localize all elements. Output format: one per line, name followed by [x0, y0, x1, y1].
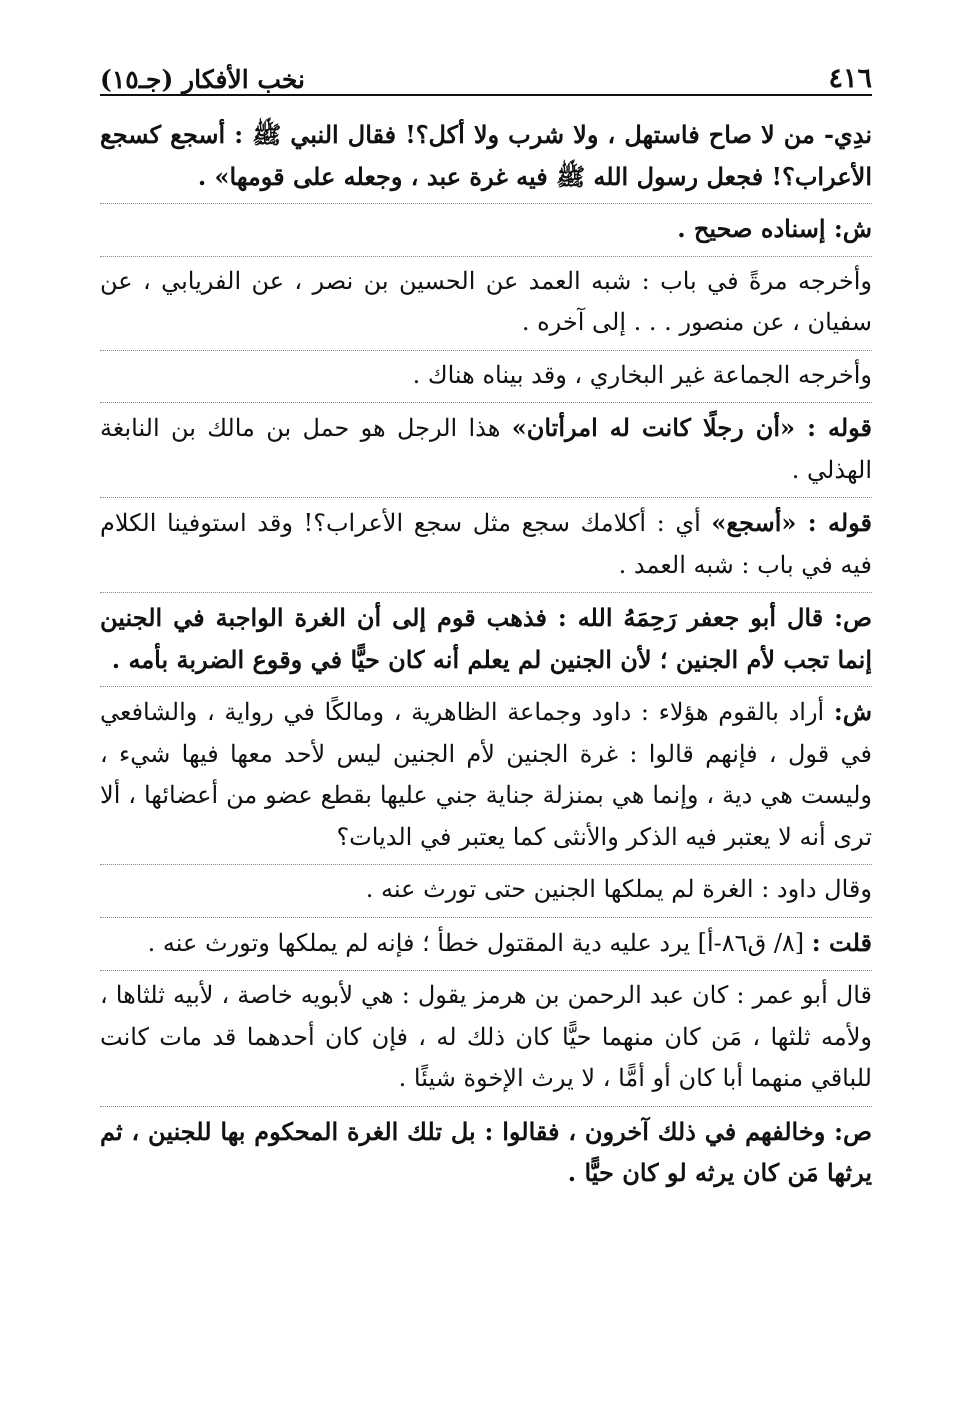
paragraph-label: ش: — [833, 697, 872, 726]
running-title: نخب الأفكار (جـ١٥) — [100, 65, 306, 94]
paragraph-text: ش: إسناده صحيح . — [677, 214, 872, 243]
paragraph-text: ص: قال أبو جعفر رَحِمَهُ الله : فذهب قوم إلى أن الغرة الواجبة في الجنين إنما تجب لأم الجنين ؛ لأن الجنين لم يعلم أنه كان حيًّا في وقوع الضربة بأمه . — [100, 603, 872, 674]
paragraph-sad-abu-jafar — [100, 593, 872, 687]
paragraph-label: قوله : «أسجع» — [711, 508, 872, 537]
paragraph-hadith-end — [100, 110, 872, 204]
paragraph-text: وأخرجه الجماعة غير البخاري ، وقد بيناه هناك . — [412, 360, 872, 389]
paragraph-text: هذا الرجل هو حمل بن مالك بن النابغة الهذلي . — [100, 414, 872, 484]
paragraph-text: وقال داود : الغرة لم يملكها الجنين حتى تورث عنه . — [365, 875, 872, 903]
page-body — [100, 110, 872, 1200]
paragraph-qawluhu-asjaa — [100, 498, 872, 593]
paragraph-sad-khalafahum — [100, 1107, 872, 1200]
paragraph-text: ص: وخالفهم في ذلك آخرون ، فقالوا : بل تلك الغرة المحكوم بها للجنين ، ثم يرثها مَن كان يرثه لو كان حيًّا . — [100, 1116, 872, 1187]
page-header — [100, 48, 872, 96]
paragraph-label: قوله : «أن رجلًا كانت له امرأتان» — [511, 413, 872, 442]
paragraph-sharh-qawm — [100, 687, 872, 865]
paragraph-text: أراد بالقوم هؤلاء : داود وجماعة الظاهرية ، ومالكًا في رواية ، والشافعي في قول ، فإنهم قالوا : غرة الجنين لأم الجنين ليس لأحد معها فيها شيء ، وليست هي دية ، وإنما هي بمنزلة جناية جني عليها بقطع عضو من أعضائها ، ألا ترى أنه لا يعتبر فيه الذكر والأنثى كما يعتبر في الديات؟ — [100, 698, 872, 851]
paragraph-qultu — [100, 918, 872, 972]
paragraph-text: ندِي- من لا صاح فاستهل ، ولا شرب ولا أكل؟! فقال النبي ﷺ : أسجع كسجع الأعراب؟! فجعل رسول الله ﷺ فيه غرة عبد ، وجعله على قومها» . — [100, 120, 872, 191]
paragraph-text: وأخرجه مرةً في باب : شبه العمد عن الحسين بن نصر ، عن الفريابي ، عن سفيان ، عن منصور . . . إلى آخره . — [100, 266, 872, 336]
paragraph-text: أي : أكلامك سجع مثل سجع الأعراب؟! وقد استوفينا الكلام فيه في باب : شبه العمد . — [100, 509, 872, 579]
paragraph-abu-umar — [100, 971, 872, 1107]
paragraph-text: [٨/ ق٨٦-أ] يرد عليه دية المقتول خطأ ؛ فإنه لم يملكها وتورث عنه . — [147, 928, 812, 957]
paragraph-takhrij — [100, 257, 872, 351]
paragraph-label: قلت : — [811, 927, 872, 957]
paragraph-text: قال أبو عمر : كان عبد الرحمن بن هرمز يقول : هي لأبويه خاصة ، لأبيه ثلثاها ، ولأمه ثلثها ، مَن كان منهما حيًّا كان ذلك له ، فإن كان أحدهما قد مات كانت للباقي منهما أبا كان أو أمًّا ، لا يرث الإخوة شيئًا . — [100, 981, 872, 1092]
paragraph-takhrij-jamaa — [100, 351, 872, 404]
book-page — [100, 48, 872, 1200]
paragraph-dawud — [100, 865, 872, 918]
page-number: ٤١٦ — [828, 63, 872, 94]
paragraph-qawluhu-rajul — [100, 403, 872, 498]
paragraph-sharh-isnad — [100, 204, 872, 257]
